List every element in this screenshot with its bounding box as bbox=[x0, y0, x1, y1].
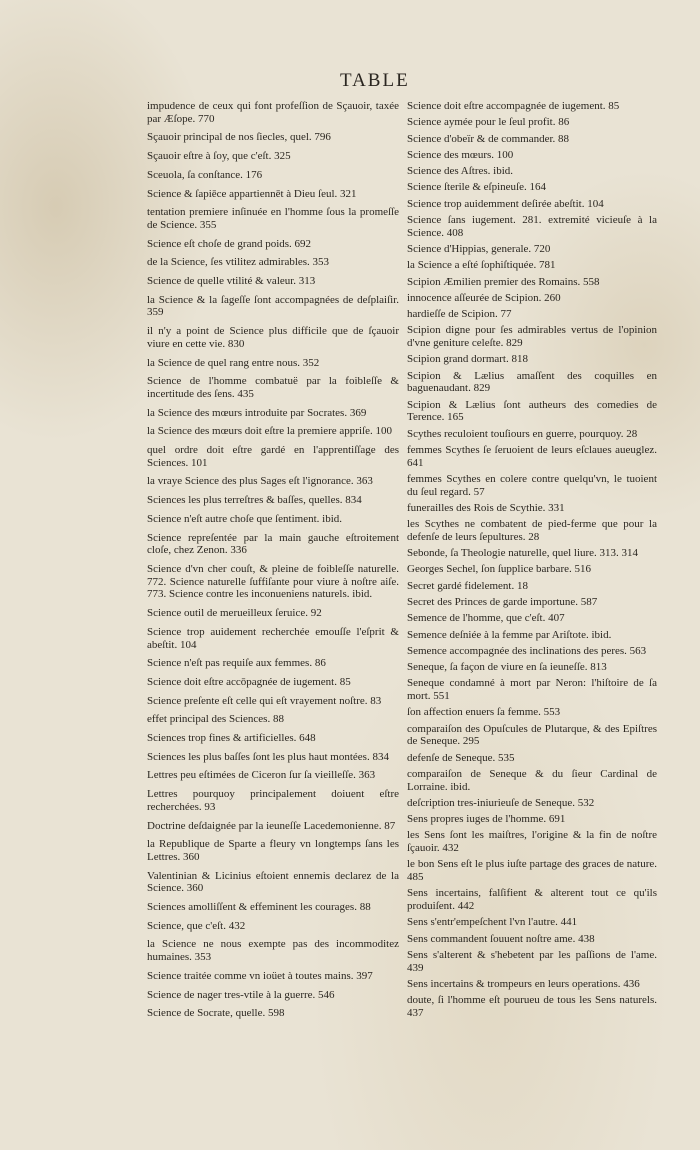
index-entry: les Scythes ne combatent de pied-ferme que pour la defenſe de leurs ſepultures. 28 bbox=[407, 518, 657, 543]
index-entry: deſcription tres-iniurieuſe de Seneque. 532 bbox=[407, 796, 595, 809]
index-entry: Sçauoir principal de nos ſiecles, quel. 796 bbox=[147, 131, 331, 144]
index-entry: la Science ne nous exempte pas des incommoditez humaines. 353 bbox=[147, 938, 399, 964]
index-entry: Science preſente eſt celle qui eſt vrayement noſtre. 83 bbox=[147, 694, 382, 707]
index-entry: Seneque condamné à mort par Neron: l'hiſtoire de ſa mort. 551 bbox=[407, 677, 657, 703]
index-entry: Science des Aſtres. ibid. bbox=[407, 165, 514, 178]
index-entry: Science aymée pour le ſeul profit. 86 bbox=[407, 116, 570, 129]
index-entry: Valentinian & Licinius eſtoient ennemis declarez de la Science. 360 bbox=[147, 869, 399, 895]
index-entry: les Sens ſont les maiſtres, l'origine & la fin de noſtre ſçauoir. 432 bbox=[407, 829, 657, 855]
index-entry: la Science a eſté ſophiſtiquée. 781 bbox=[407, 259, 556, 272]
index-entry: defenſe de Seneque. 535 bbox=[407, 751, 515, 764]
index-entry: la Science des mœurs doit eſtre la premiere appriſe. 100 bbox=[147, 425, 392, 438]
index-entry: Scipion Æmilien premier des Romains. 558 bbox=[407, 275, 600, 288]
index-entry: ſon affection enuers ſa femme. 553 bbox=[407, 706, 561, 719]
index-entry: Science n'eſt pas requiſe aux femmes. 86 bbox=[147, 657, 326, 670]
index-entry: Lettres peu eſtimées de Ciceron ſur ſa vieilleſſe. 363 bbox=[147, 769, 376, 782]
index-entry: Semence deſniée à la femme par Ariſtote. ibid. bbox=[407, 628, 612, 641]
index-entry: Science & ſapiēce appartiennēt à Dieu ſeul. 321 bbox=[147, 187, 357, 200]
index-entry: Science outil de merueilleux ſeruice. 92 bbox=[147, 607, 322, 620]
index-entry: Science trop auidement recherchée emouſſe l'eſprit & abeſtit. 104 bbox=[147, 625, 399, 651]
index-entry: le bon Sens eſt le plus iuſte partage des graces de nature. 485 bbox=[407, 858, 657, 884]
index-entry: femmes Scythes en colere contre quelqu'vn, le tuoient du ſeul regard. 57 bbox=[407, 472, 657, 498]
index-column-left bbox=[147, 100, 399, 1020]
index-entry: la Science des mœurs introduite par Socrates. 369 bbox=[147, 406, 367, 419]
index-entry: de la Science, ſes vtilitez admirables. 353 bbox=[147, 256, 330, 269]
index-entry: Semence de l'homme, que c'eſt. 407 bbox=[407, 612, 565, 625]
index-entry: Science trop auidemment deſirée abeſtit. 104 bbox=[407, 197, 604, 210]
index-entry: Semence accompagnée des inclinations des peres. 563 bbox=[407, 644, 647, 657]
index-entry: Seneque, ſa façon de viure en ſa ieuneſſe. 813 bbox=[407, 661, 607, 674]
index-entry: Science ſans iugement. 281. extremité vicieuſe à la Science. 408 bbox=[407, 213, 657, 239]
index-entry: impudence de ceux qui font profeſſion de Sçauoir, taxée par Æſope. 770 bbox=[147, 100, 399, 125]
index-entry: Science d'vn cher couſt, & pleine de foibleſſe naturelle. 772. Science naturelle ſuffiſante pour viure à noſtre aiſe. 773. Science contre les inconueniens naturels. ibid. bbox=[147, 562, 399, 601]
index-entry: Science repreſentée par la main gauche eſtroitement cloſe, chez Zenon. 336 bbox=[147, 531, 399, 557]
index-entry: comparaiſon de Seneque & du ſieur Cardinal de Lorraine. ibid. bbox=[407, 767, 657, 793]
index-entry: Science des mœurs. 100 bbox=[407, 148, 514, 161]
index-entry: Science doit eſtre accōpagnée de iugement. 85 bbox=[147, 675, 351, 688]
index-entry: Sens incertains & trompeurs en leurs operations. 436 bbox=[407, 977, 640, 990]
index-entry: il n'y a point de Science plus difficile que de ſçauoir viure en cette vie. 830 bbox=[147, 325, 399, 350]
index-entry: Scipion & Lælius amaſſent des coquilles en baguenaudant. 829 bbox=[407, 369, 657, 395]
index-entry: Secret des Princes de garde importune. 587 bbox=[407, 595, 598, 608]
index-entry: Science eſt choſe de grand poids. 692 bbox=[147, 237, 312, 250]
index-entry: Science ſterile & eſpineuſe. 164 bbox=[407, 181, 546, 194]
index-entry: Sens commandent ſouuent noſtre ame. 438 bbox=[407, 932, 595, 945]
index-entry: Sens propres iuges de l'homme. 691 bbox=[407, 813, 566, 826]
index-entry: Doctrine deſdaignée par la ieuneſſe Lacedemonienne. 87 bbox=[147, 819, 396, 832]
index-entry: Science n'eſt autre choſe que ſentiment. ibid. bbox=[147, 512, 343, 525]
index-entry: doute, ſi l'homme eſt pourueu de tous les Sens naturels. 437 bbox=[407, 994, 657, 1019]
index-entry: Science, que c'eſt. 432 bbox=[147, 919, 246, 932]
index-column-right bbox=[407, 100, 657, 1020]
index-entry: Lettres pourquoy principalement doiuent eſtre recherchées. 93 bbox=[147, 788, 399, 813]
page-title: TABLE bbox=[340, 70, 410, 91]
index-entry: Sçauoir eſtre à ſoy, que c'eſt. 325 bbox=[147, 150, 291, 163]
index-entry: Science d'obeïr & de commander. 88 bbox=[407, 132, 570, 145]
index-entry: la Science de quel rang entre nous. 352 bbox=[147, 356, 320, 369]
index-entry: la Republique de Sparte a fleury vn longtemps ſans les Lettres. 360 bbox=[147, 838, 399, 863]
index-entry: tentation premiere inſinuée en l'homme ſous la promeſſe de Science. 355 bbox=[147, 206, 399, 231]
index-entry: comparaiſon des Opuſcules de Plutarque, & des Epiſtres de Seneque. 295 bbox=[407, 722, 657, 748]
index-entry: Sciences trop fines & artificielles. 648 bbox=[147, 732, 316, 745]
index-entry: Secret gardé fidelement. 18 bbox=[407, 579, 528, 592]
index-entry: Science de quelle vtilité & valeur. 313 bbox=[147, 275, 316, 288]
index-entry: Science d'Hippias, generale. 720 bbox=[407, 242, 551, 255]
index-entry: Science de Socrate, quelle. 598 bbox=[147, 1007, 285, 1020]
index-entry: Sebonde, ſa Theologie naturelle, quel liure. 313. 314 bbox=[407, 547, 639, 560]
index-entry: Science de l'homme combatuë par la foibleſſe & incertitude des ſens. 435 bbox=[147, 375, 399, 400]
index-entry: la vraye Science des plus Sages eſt l'ignorance. 363 bbox=[147, 475, 373, 488]
index-entry: Sens s'entr'empeſchent l'vn l'autre. 441 bbox=[407, 916, 578, 929]
index-entry: Scipion digne pour ſes admirables vertus de l'opinion d'vne geniture celeſte. 829 bbox=[407, 324, 657, 350]
index-entry: Science de nager tres-vtile à la guerre. 546 bbox=[147, 988, 335, 1001]
index-entry: funerailles des Rois de Scythie. 331 bbox=[407, 501, 565, 514]
index-entry: Sens incertains, falſifient & alterent tout ce qu'ils produiſent. 442 bbox=[407, 887, 657, 913]
index-entry: Sceuola, ſa conſtance. 176 bbox=[147, 168, 263, 181]
index-entry: Georges Sechel, ſon ſupplice barbare. 516 bbox=[407, 563, 591, 576]
index-entry: Sciences les plus terreſtres & baſſes, quelles. 834 bbox=[147, 494, 362, 507]
index-entry: quel ordre doit eſtre gardé en l'apprentiſſage des Sciences. 101 bbox=[147, 444, 399, 469]
index-entry: Sciences les plus baſſes ſont les plus haut montées. 834 bbox=[147, 750, 389, 763]
index-entry: Sens s'alterent & s'hebetent par les paſſions de l'ame. 439 bbox=[407, 948, 657, 974]
index-entry: Science traitée comme vn ioüet à toutes mains. 397 bbox=[147, 969, 373, 982]
index-entry: Science doit eſtre accompagnée de iugement. 85 bbox=[407, 100, 620, 112]
index-entry: Sciences amolliſſent & effeminent les courages. 88 bbox=[147, 901, 371, 914]
index-entry: innocence aſſeurée de Scipion. 260 bbox=[407, 291, 561, 304]
index-entry: femmes Scythes ſe ſeruoient de leurs eſclaues aueuglez. 641 bbox=[407, 443, 657, 469]
index-entry: Scipion grand dormart. 818 bbox=[407, 353, 528, 366]
index-entry: Scipion & Lælius ſont autheurs des comedies de Terence. 165 bbox=[407, 398, 657, 424]
index-entry: Scythes reculoient touſiours en guerre, pourquoy. 28 bbox=[407, 427, 638, 440]
index-entry: hardieſſe de Scipion. 77 bbox=[407, 308, 512, 321]
index-entry: effet principal des Sciences. 88 bbox=[147, 713, 284, 726]
index-entry: la Science & la ſageſſe ſont accompagnées de deſplaiſir. 359 bbox=[147, 293, 399, 319]
